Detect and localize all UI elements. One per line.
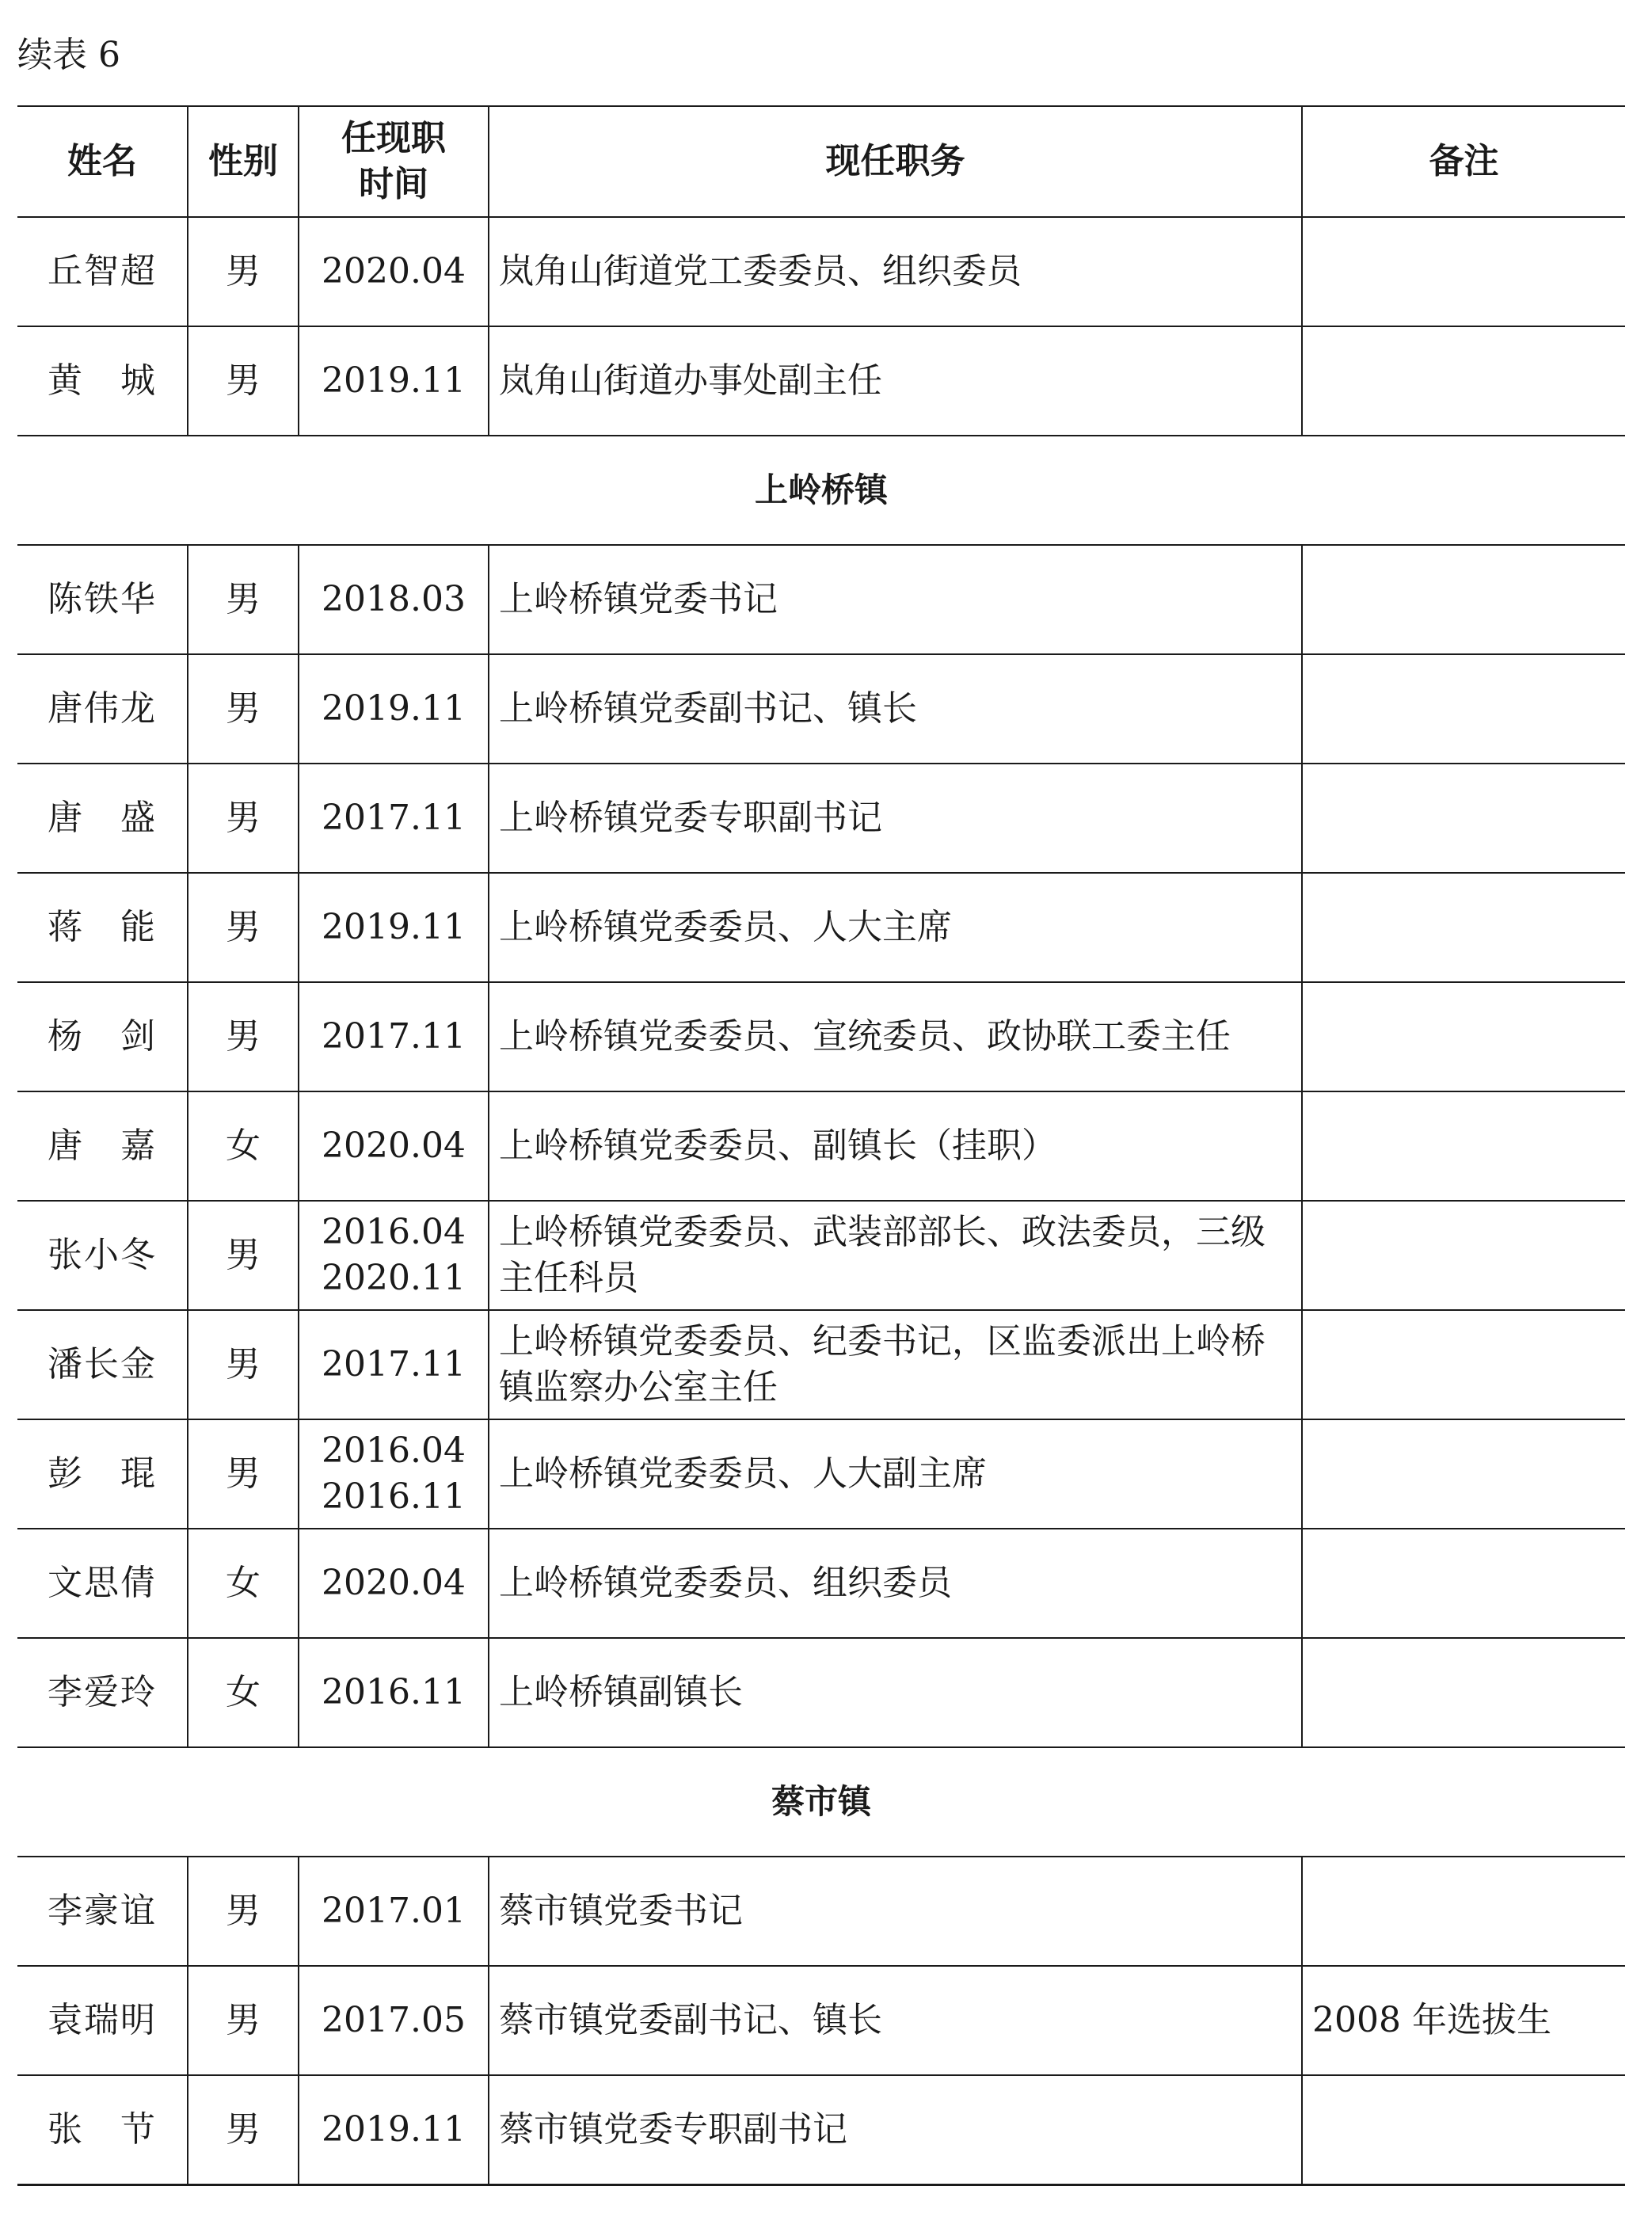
cell-post: 蔡市镇党委副书记、镇长 [489, 1966, 1302, 2075]
table-row [17, 1966, 1625, 2075]
cell-name: 丘智超 [17, 217, 188, 326]
cell-gender: 男 [188, 982, 299, 1091]
date-line2: 2016.11 [322, 1476, 466, 1517]
table-row [17, 654, 1625, 764]
cell-appointment-date [299, 326, 489, 436]
table-row [17, 1201, 1625, 1310]
table-row [17, 217, 1625, 326]
date-line1: 2016.04 [322, 1212, 466, 1252]
section-header-row [17, 1747, 1625, 1857]
cell-name: 袁瑞明 [17, 1966, 188, 2075]
table-row [17, 873, 1625, 982]
table-row [17, 545, 1625, 654]
date-line1: 2020.04 [322, 1563, 466, 1603]
cell-post: 上岭桥镇副镇长 [489, 1638, 1302, 1747]
cell-post: 蔡市镇党委书记 [489, 1857, 1302, 1966]
cell-note: 2008 年选拔生 [1302, 1966, 1625, 2075]
date-line1: 2017.11 [322, 1344, 466, 1385]
cell-note [1302, 1310, 1625, 1419]
cell-note [1302, 873, 1625, 982]
officials-table [17, 105, 1625, 2186]
cell-note [1302, 1529, 1625, 1638]
header-post: 现任职务 [489, 106, 1302, 217]
header-note: 备注 [1302, 106, 1625, 217]
cell-name: 彭 琨 [17, 1419, 188, 1529]
cell-appointment-date [299, 1857, 489, 1966]
section-title: 蔡市镇 [17, 1747, 1625, 1857]
cell-appointment-date [299, 654, 489, 764]
header-row [17, 106, 1625, 217]
cell-gender: 女 [188, 1529, 299, 1638]
cell-name: 潘长金 [17, 1310, 188, 1419]
cell-appointment-date [299, 873, 489, 982]
cell-name: 文思倩 [17, 1529, 188, 1638]
cell-post: 上岭桥镇党委委员、武装部部长、政法委员，三级主任科员 [489, 1201, 1302, 1310]
section-title: 上岭桥镇 [17, 436, 1625, 545]
date-line1: 2016.11 [322, 1672, 466, 1712]
cell-note [1302, 1419, 1625, 1529]
header-date-line2: 时间 [359, 164, 428, 204]
cell-appointment-date [299, 545, 489, 654]
cell-gender: 男 [188, 545, 299, 654]
date-line1: 2019.11 [322, 360, 466, 401]
cell-post: 上岭桥镇党委委员、纪委书记，区监委派出上岭桥镇监察办公室主任 [489, 1310, 1302, 1419]
cell-appointment-date [299, 764, 489, 873]
cell-name: 唐伟龙 [17, 654, 188, 764]
cell-post: 上岭桥镇党委副书记、镇长 [489, 654, 1302, 764]
cell-gender: 男 [188, 764, 299, 873]
cell-post: 上岭桥镇党委委员、人大副主席 [489, 1419, 1302, 1529]
table-row [17, 982, 1625, 1091]
cell-note [1302, 326, 1625, 436]
cell-name: 蒋 能 [17, 873, 188, 982]
cell-name: 李豪谊 [17, 1857, 188, 1966]
cell-appointment-date [299, 1638, 489, 1747]
date-line1: 2019.11 [322, 907, 466, 947]
cell-name: 张 节 [17, 2075, 188, 2184]
table-body [17, 217, 1625, 2184]
cell-appointment-date [299, 217, 489, 326]
cell-name: 李爱玲 [17, 1638, 188, 1747]
cell-note [1302, 1857, 1625, 1966]
cell-name: 张小冬 [17, 1201, 188, 1310]
cell-note [1302, 217, 1625, 326]
cell-note [1302, 1201, 1625, 1310]
cell-appointment-date [299, 1529, 489, 1638]
cell-gender: 女 [188, 1638, 299, 1747]
date-line1: 2017.11 [322, 798, 466, 838]
cell-post: 岚角山街道党工委委员、组织委员 [489, 217, 1302, 326]
cell-gender: 男 [188, 217, 299, 326]
cell-note [1302, 982, 1625, 1091]
table-row [17, 2075, 1625, 2184]
cell-appointment-date [299, 1091, 489, 1201]
header-name: 姓名 [17, 106, 188, 217]
cell-gender: 男 [188, 1419, 299, 1529]
cell-gender: 男 [188, 1857, 299, 1966]
cell-name: 陈铁华 [17, 545, 188, 654]
cell-appointment-date [299, 2075, 489, 2184]
cell-appointment-date [299, 982, 489, 1091]
cell-name: 唐 嘉 [17, 1091, 188, 1201]
table-row [17, 1419, 1625, 1529]
cell-post: 上岭桥镇党委委员、人大主席 [489, 873, 1302, 982]
cell-appointment-date [299, 1310, 489, 1419]
date-line2: 2020.11 [322, 1258, 466, 1298]
cell-gender: 男 [188, 654, 299, 764]
cell-post: 岚角山街道办事处副主任 [489, 326, 1302, 436]
date-line1: 2018.03 [322, 579, 466, 619]
table-row [17, 326, 1625, 436]
cell-gender: 女 [188, 1091, 299, 1201]
table-row [17, 1857, 1625, 1966]
date-line1: 2019.11 [322, 2108, 466, 2150]
header-date-line1: 任现职 [341, 118, 446, 158]
cell-gender: 男 [188, 873, 299, 982]
cell-appointment-date [299, 1419, 489, 1529]
cell-note [1302, 764, 1625, 873]
cell-note [1302, 2075, 1625, 2184]
cell-post: 上岭桥镇党委专职副书记 [489, 764, 1302, 873]
cell-gender: 男 [188, 1966, 299, 2075]
cell-gender: 男 [188, 1201, 299, 1310]
cell-post: 上岭桥镇党委委员、副镇长（挂职） [489, 1091, 1302, 1201]
date-line1: 2019.11 [322, 688, 466, 729]
date-line1: 2017.11 [322, 1016, 466, 1057]
date-line1: 2017.05 [322, 2000, 466, 2040]
cell-appointment-date [299, 1201, 489, 1310]
cell-note [1302, 545, 1625, 654]
cell-gender: 男 [188, 2075, 299, 2184]
cell-note [1302, 654, 1625, 764]
header-gender: 性别 [188, 106, 299, 217]
date-line1: 2020.04 [322, 251, 466, 291]
cell-appointment-date [299, 1966, 489, 2075]
date-line1: 2017.01 [322, 1891, 466, 1931]
table-row [17, 1638, 1625, 1747]
cell-note [1302, 1638, 1625, 1747]
date-line1: 2016.04 [322, 1430, 466, 1471]
table-row [17, 1091, 1625, 1201]
cell-gender: 男 [188, 1310, 299, 1419]
date-line1: 2020.04 [322, 1126, 466, 1166]
cell-post: 上岭桥镇党委委员、宣统委员、政协联工委主任 [489, 982, 1302, 1091]
table-row [17, 764, 1625, 873]
table-caption: 续表 6 [17, 35, 120, 75]
table-row [17, 1310, 1625, 1419]
cell-name: 杨 剑 [17, 982, 188, 1091]
cell-post: 蔡市镇党委专职副书记 [489, 2075, 1302, 2184]
cell-post: 上岭桥镇党委委员、组织委员 [489, 1529, 1302, 1638]
header-appointment-date [299, 106, 489, 217]
cell-name: 唐 盛 [17, 764, 188, 873]
cell-post: 上岭桥镇党委书记 [489, 545, 1302, 654]
section-header-row [17, 436, 1625, 545]
table-row [17, 1529, 1625, 1638]
cell-note [1302, 1091, 1625, 1201]
cell-name: 黄 城 [17, 326, 188, 436]
cell-gender: 男 [188, 326, 299, 436]
